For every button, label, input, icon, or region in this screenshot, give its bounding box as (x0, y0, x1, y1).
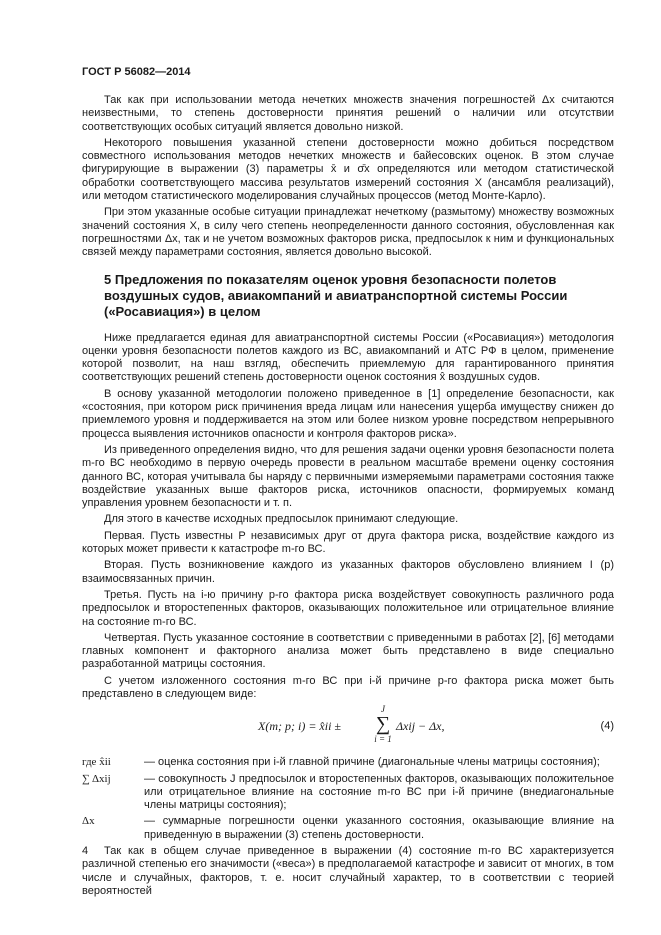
paragraph: Для этого в качестве исходных предпосылок принимают следующие. (104, 513, 459, 526)
definition-symbol: где x̂ii (82, 756, 111, 769)
definition-row (82, 815, 614, 842)
paragraph: Третья. Пусть на i-ю причину p-го фактора риска воздействует совокупность различного рода предпосылок и второстепенных факторов, оказывающих положительное или отрицательное влияние на состояние m-го ВС. (82, 588, 614, 628)
sum-upper-limit: J (381, 704, 385, 715)
section-heading: 5 Предложения по показателям оценок уровня безопасности полетов воздушных судов, авиакомпаний и авиатранспортной системы России («Росавиация») в целом (104, 271, 568, 319)
paragraph: Ниже предлагается единая для авиатранспортной системы России («Росавиация») методология оценки уровня безопасности полетов каждого из ВС, авиакомпаний и АТС РФ в целом, применение которой позволит, на наш взгляд, обеспечить приемлемую для гарантированного принятия соответствующих решений степень достоверности оценок состояния x̂ воздушных судов. (82, 331, 614, 384)
definition-text: — суммарные погрешности оценки указанного состояния, оказывающие влияние на приведенную в выражении (3) степень достоверности. (144, 815, 614, 841)
formula-4 (82, 704, 614, 750)
paragraph: Из приведенного определения видно, что для решения задачи оценки уровня безопасности полета m-го ВС необходимо в первую очередь провести в реальном масштабе времени оценку состояния данного ВС, которая учитывала бы наряду с первичными измеряемыми параметрами состояния также воздействие указанных выше факторов риска, источников опасности, формируемых команд управления уровнем безопасности и т. п. (82, 443, 614, 510)
paragraph: При этом указанные особые ситуации принадлежат нечеткому (размытому) множеству возможных значений состояния X, в силу чего степень неопределенности данного состояния, обусловленная как погрешностями Δx, так и не учетом возможных факторов риска, предпосылок к ним и функциональных связей между параметрами состояния, является довольно высокой. (82, 206, 614, 259)
page-number: 4 (82, 845, 89, 857)
paragraph: Первая. Пусть известны P независимых друг от друга фактора риска, воздействие каждого из которых может привести к катастрофе m-го ВС. (82, 529, 614, 556)
definition-text: — оценка состояния при i-й главной причине (диагональные члены матрицы состояния); (144, 756, 600, 769)
paragraph: Вторая. Пусть возникновение каждого из указанных факторов обусловлено влиянием I (p) взаимосвязанных причин. (82, 559, 614, 585)
paragraph: С учетом изложенного состояния m-го ВС при i-й причине p-го фактора риска может быть представлено в следующем виде: (82, 674, 614, 700)
sum-sign: ∑ (375, 713, 391, 736)
paragraph: В основу указанной методологии положено приведенное в [1] определение безопасности, как «состояния, при котором риск причинения вреда лицам или нанесения ущерба имуществу снижен до приемлемого уровня и поддерживается на этом или более низком уровне посредством непрерывного процесса выявления источников опасности и контроля факторов риска». (82, 387, 614, 440)
definition-symbol: Δx (82, 815, 95, 828)
summation-symbol (372, 704, 394, 744)
equation-number: (4) (600, 720, 614, 733)
formula-lhs: X(m; p; i) = x̂ii ± (258, 719, 341, 734)
paragraph: Так как в общем случае приведенное в выражении (4) состояние m-го ВС характеризуется различной степенью его значимости («веса») в предполагаемой катастрофе и зависит от многих, в том числе и случайных, факторов, т. е. носит случайный характер, то в соответствии с теорией вероятностей (82, 845, 614, 897)
formula-rhs: Δxij − Δx, (396, 719, 445, 734)
paragraph: Некоторого повышения указанной степени достоверности можно добиться посредством совместного использования методов нечетких множеств и байесовских оценок. В этом случае фигурирующие в выражении (3) параметры x̄ и σ̄x определяются или методом статистической обработки соответствующего массива результатов измерений состояния X (ансамбля реализаций), или методом статистического моделирования случайных процессов (метод Монте-Карло). (82, 136, 614, 203)
definition-text: — совокупность J предпосылок и второстепенных факторов, оказывающих положительное или отрицательное влияние на состояние m-го ВС при i-й причине (внедиагональные члены матрицы состояния); (144, 772, 614, 812)
document-standard-header: ГОСТ Р 56082—2014 (82, 66, 191, 78)
sum-lower-limit: i = 1 (374, 734, 392, 745)
definition-row (82, 773, 614, 813)
definition-row (82, 756, 614, 769)
page-content (82, 94, 614, 901)
definition-symbol: ∑ Δxij (82, 772, 111, 785)
paragraph: Так как при использовании метода нечетких множеств значения погрешностей Δx считаются неизвестными, то степень достоверности принятия решений о наличии или отсутствии соответствующих особых ситуаций является довольно низкой. (82, 94, 614, 133)
paragraph: Четвертая. Пусть указанное состояние в соответствии с приведенными в работах [2], [6] методами главных компонент и факторного анализа может быть представлено в виде специально разработанной матрицы состояния. (82, 631, 614, 671)
